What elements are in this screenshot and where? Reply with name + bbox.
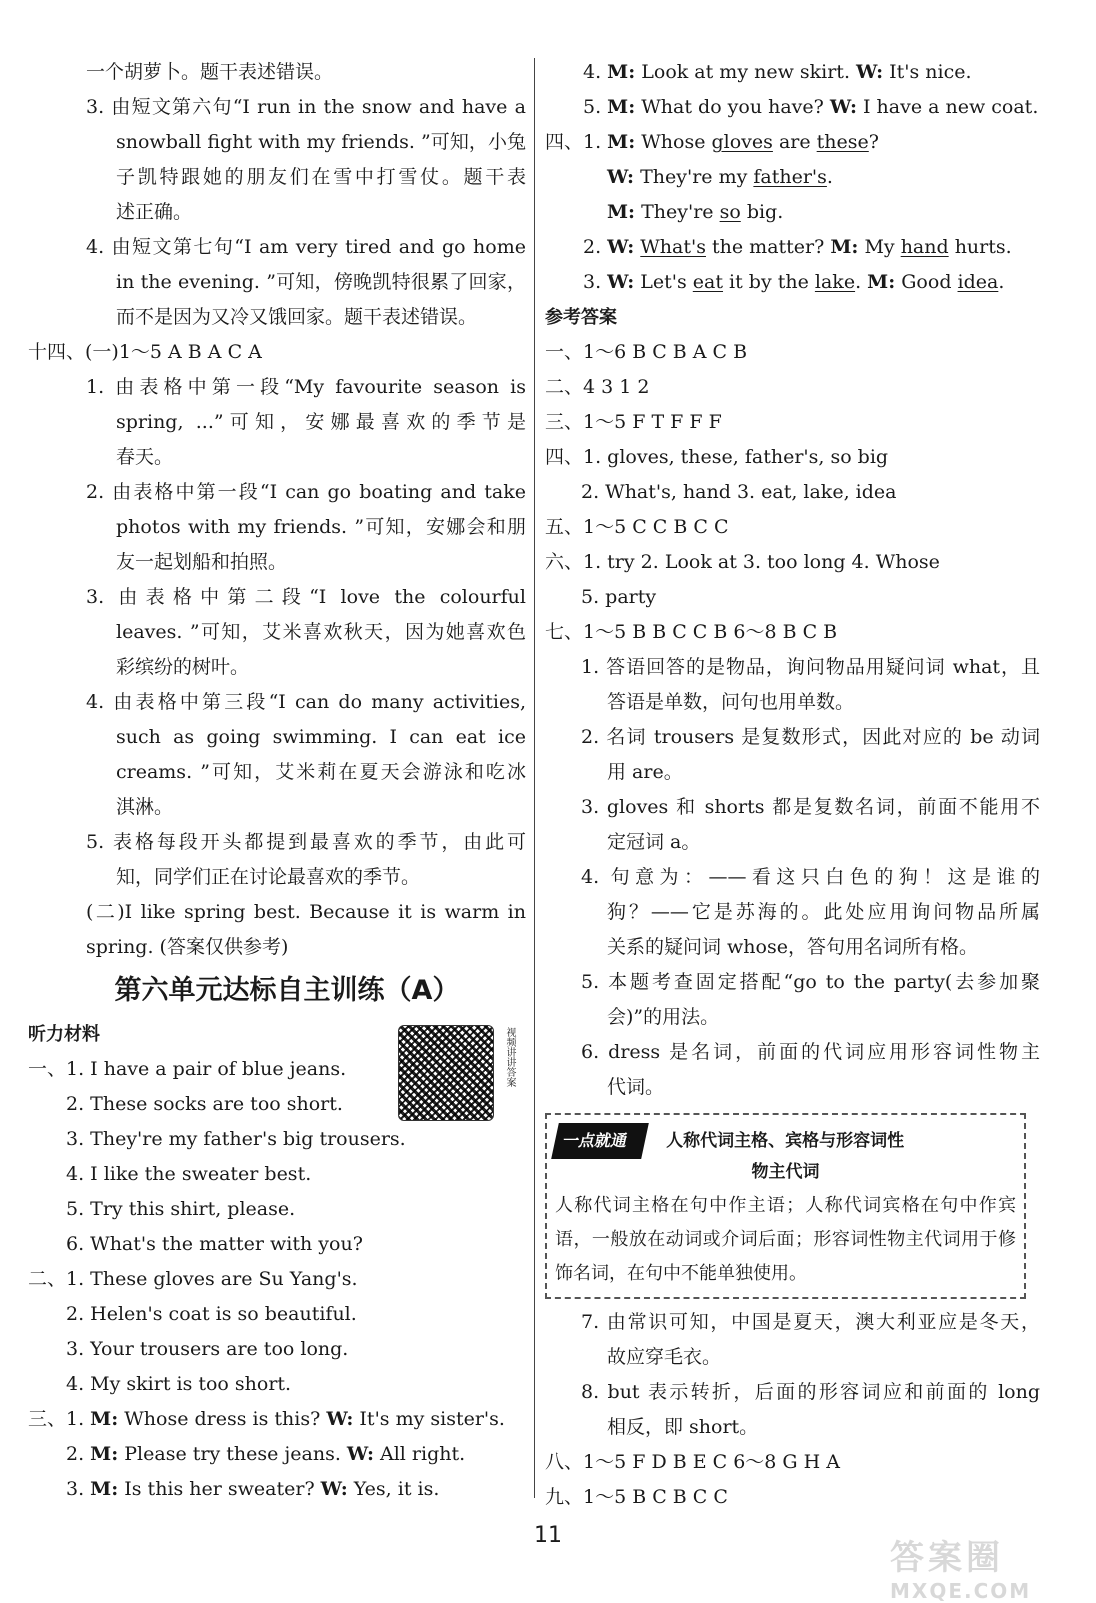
dialog-num: 2. bbox=[66, 1443, 91, 1465]
page-number: 11 bbox=[534, 1523, 562, 1548]
text-line: 4. 由表格中第三段“I can do many activities, bbox=[86, 691, 526, 713]
explanation-line: 故应穿毛衣。 bbox=[607, 1346, 722, 1368]
speaker-m: M: bbox=[607, 96, 636, 118]
dialog-text: It's my sister's. bbox=[353, 1408, 505, 1430]
answer-line: 五、1～5 C C B C C bbox=[545, 516, 729, 538]
unit-title: 第六单元达标自主训练（A） bbox=[114, 975, 460, 1006]
dialog-text: Is this her sweater? bbox=[118, 1478, 321, 1500]
listening-line: 6. What's the matter with you? bbox=[66, 1233, 363, 1255]
tip-body: 人称代词主格在句中作主语；人称代词宾格在句中作宾语，一般放在动词或介词后面；形容词性物主代词用于修饰名词，在句中不能单独使用。 bbox=[555, 1195, 1016, 1284]
dialog-num: 4. bbox=[583, 61, 608, 83]
text-line: 4. 由短文第七句“I am very tired and go home bbox=[86, 236, 526, 258]
underlined-word: these bbox=[816, 131, 869, 153]
dialog-text: ? bbox=[868, 131, 879, 153]
dialog-text: Good bbox=[895, 271, 958, 293]
speaker-m: M: bbox=[607, 131, 636, 153]
dialog-text: . bbox=[855, 271, 868, 293]
text-line: such as going swimming. I can eat ice bbox=[116, 726, 526, 748]
explanation-line: 定冠词 a。 bbox=[607, 831, 701, 853]
listening-line: 一、1. I have a pair of blue jeans. bbox=[28, 1058, 347, 1080]
underlined-word: lake bbox=[814, 271, 856, 293]
text-line: 彩缤纷的树叶。 bbox=[116, 656, 250, 678]
dialog-text: the matter? bbox=[705, 236, 831, 258]
qr-code-image[interactable] bbox=[398, 1025, 494, 1121]
underlined-word: so bbox=[719, 201, 741, 223]
text-line: 1. 由表格中第一段“My favourite season is bbox=[86, 376, 526, 398]
dialog-num: 5. bbox=[583, 96, 608, 118]
left-column bbox=[28, 55, 526, 1507]
text-line: 友一起划船和拍照。 bbox=[116, 551, 288, 573]
speaker-m: M: bbox=[90, 1408, 119, 1430]
dialog-text: big. bbox=[740, 201, 784, 223]
explanation-line: 代词。 bbox=[607, 1076, 665, 1098]
tip-badge: 一点就通 bbox=[551, 1123, 649, 1159]
speaker-m: M: bbox=[607, 201, 636, 223]
explanation-line: 5. 本题考查固定搭配“go to the party(去参加聚 bbox=[581, 971, 1040, 993]
explanation-line: 2. 名词 trousers 是复数形式，因此对应的 be 动词 bbox=[581, 726, 1040, 748]
explanation-line: 相反，即 short。 bbox=[607, 1416, 759, 1438]
speaker-w: W: bbox=[607, 236, 635, 258]
dialog-line bbox=[545, 160, 1040, 195]
underlined-word: eat bbox=[692, 271, 724, 293]
explanation-line: 答语是单数，问句也用单数。 bbox=[607, 691, 855, 713]
column-divider bbox=[534, 58, 535, 1498]
tip-title: 人称代词主格、宾格与形容词性 bbox=[666, 1131, 905, 1151]
listening-line: 2. These socks are too short. bbox=[66, 1093, 343, 1115]
text-line: 3. 由短文第六句“I run in the snow and have a bbox=[86, 96, 526, 118]
text-line: spring, ...”可知，安娜最喜欢的季节是 bbox=[116, 411, 526, 433]
dialog-num: 三、1. bbox=[28, 1408, 91, 1430]
answer-line: 九、1～5 B C B C C bbox=[545, 1486, 728, 1508]
text-line: 春天。 bbox=[116, 446, 174, 468]
section-answer: 十四、(一)1～5 A B A C A bbox=[28, 341, 262, 363]
qr-label: 视频讲讲答案 bbox=[504, 1027, 515, 1087]
explanation-line: 狗？——它是苏海的。此处应用询问物品所属 bbox=[607, 901, 1040, 923]
text-line: 知，同学们正在讨论最喜欢的季节。 bbox=[116, 866, 421, 888]
answer-line: 三、1～5 F T F F F bbox=[545, 411, 722, 433]
explanation-line: 用 are。 bbox=[607, 761, 683, 783]
dialog-text: It's nice. bbox=[883, 61, 972, 83]
qr-code[interactable] bbox=[398, 1025, 516, 1121]
speaker-m: M: bbox=[607, 61, 636, 83]
explanation-line: 3. gloves 和 shorts 都是复数名词，前面不能用不 bbox=[581, 796, 1040, 818]
answer-line: 七、1～5 B B C C B 6～8 B C B bbox=[545, 621, 838, 643]
answer-line: 二、4 3 1 2 bbox=[545, 376, 650, 398]
underlined-word: gloves bbox=[711, 131, 773, 153]
dialog-num: 四、1. bbox=[545, 131, 608, 153]
dialog-line bbox=[545, 265, 1040, 300]
speaker-m: M: bbox=[90, 1478, 119, 1500]
speaker-m: M: bbox=[867, 271, 896, 293]
listening-line: 3. Your trousers are too long. bbox=[66, 1338, 349, 1360]
dialog-text: Whose dress is this? bbox=[118, 1408, 327, 1430]
dialog-text: They're my bbox=[634, 166, 754, 188]
explanation-line: 6. dress 是名词，前面的代词应用形容词性物主 bbox=[581, 1041, 1040, 1063]
listening-heading: 听力材料 bbox=[28, 1024, 100, 1045]
text-line: 而不是因为又冷又饿回家。题干表述错误。 bbox=[116, 306, 478, 328]
explanation-line: 4. 句意为：——看这只白色的狗！这是谁的 bbox=[581, 866, 1040, 888]
dialog-line bbox=[545, 90, 1040, 125]
dialog-text: All right. bbox=[373, 1443, 466, 1465]
answer-line: 八、1～5 F D B E C 6～8 G H A bbox=[545, 1451, 840, 1473]
text-line: creams. ”可知，艾米莉在夏天会游泳和吃冰 bbox=[116, 761, 526, 783]
dialog-text: Let's bbox=[634, 271, 693, 293]
dialog-text: Please try these jeans. bbox=[118, 1443, 347, 1465]
listening-line: 5. Try this shirt, please. bbox=[66, 1198, 296, 1220]
dialog-text: Look at my new skirt. bbox=[635, 61, 857, 83]
text-line: leaves. ”可知，艾米喜欢秋天，因为她喜欢色 bbox=[116, 621, 526, 643]
dialog-text: . bbox=[998, 271, 1005, 293]
underlined-word: idea bbox=[957, 271, 999, 293]
listening-line: 2. Helen's coat is so beautiful. bbox=[66, 1303, 357, 1325]
speaker-w: W: bbox=[856, 61, 884, 83]
right-column bbox=[545, 55, 1040, 1515]
explanation-line: 8. but 表示转折，后面的形容词应和前面的 long bbox=[581, 1381, 1040, 1403]
tip-title-continued: 物主代词 bbox=[751, 1162, 820, 1182]
speaker-m: M: bbox=[830, 236, 859, 258]
dialog-text: . bbox=[826, 166, 833, 188]
tip-box bbox=[545, 1113, 1026, 1299]
underlined-word: hand bbox=[900, 236, 949, 258]
dialog-num: 3. bbox=[66, 1478, 91, 1500]
watermark-top: 答案圈 bbox=[890, 1538, 1004, 1578]
dialog-text: I have a new coat. bbox=[856, 96, 1039, 118]
speaker-m: M: bbox=[90, 1443, 119, 1465]
dialog-line bbox=[545, 230, 1040, 265]
text-line: spring. (答案仅供参考) bbox=[86, 936, 289, 958]
dialog-line bbox=[545, 195, 1040, 230]
answer-line: 一、1～6 B C B A C B bbox=[545, 341, 748, 363]
underlined-word: What's bbox=[640, 236, 706, 258]
text-line: 子凯特跟她的朋友们在雪中打雪仗。题干表 bbox=[116, 166, 526, 188]
answer-line: 四、1. gloves, these, father's, so big bbox=[545, 446, 889, 468]
speaker-w: W: bbox=[346, 1443, 374, 1465]
answer-line: 5. party bbox=[581, 586, 657, 608]
text-line: 3. 由表格中第二段“I love the colourful bbox=[86, 586, 526, 608]
underlined-word: father's bbox=[753, 166, 827, 188]
dialog-line bbox=[28, 1402, 526, 1437]
listening-line: 4. I like the sweater best. bbox=[66, 1163, 312, 1185]
text-line: in the evening. ”可知，傍晚凯特很累了回家， bbox=[116, 271, 526, 293]
speaker-w: W: bbox=[607, 271, 635, 293]
dialog-text: They're bbox=[635, 201, 720, 223]
dialog-line bbox=[545, 125, 1040, 160]
watermark bbox=[890, 1530, 1090, 1603]
dialog-text: Whose bbox=[635, 131, 712, 153]
text-line: (二)I like spring best. Because it is warm in bbox=[86, 901, 526, 923]
dialog-num: 2. bbox=[583, 236, 608, 258]
dialog-text: Yes, it is. bbox=[347, 1478, 440, 1500]
dialog-text: are bbox=[772, 131, 817, 153]
speaker-w: W: bbox=[326, 1408, 354, 1430]
dialog-text: it by the bbox=[723, 271, 815, 293]
text-line: photos with my friends. ”可知，安娜会和朋 bbox=[116, 516, 526, 538]
dialog-line bbox=[28, 1472, 526, 1507]
text-line: 述正确。 bbox=[116, 201, 193, 223]
text-line: 2. 由表格中第一段“I can go boating and take bbox=[86, 481, 526, 503]
answer-line: 六、1. try 2. Look at 3. too long 4. Whose bbox=[545, 551, 940, 573]
explanation-line: 1. 答语回答的是物品，询问物品用疑问词 what，且 bbox=[581, 656, 1040, 678]
text-line: 一个胡萝卜。题干表述错误。 bbox=[86, 61, 334, 83]
answer-line: 2. What's, hand 3. eat, lake, idea bbox=[581, 481, 897, 503]
text-line: 5. 表格每段开头都提到最喜欢的季节，由此可 bbox=[86, 831, 526, 853]
listening-line: 二、1. These gloves are Su Yang's. bbox=[28, 1268, 358, 1290]
dialog-text: What do you have? bbox=[635, 96, 830, 118]
listening-line: 3. They're my father's big trousers. bbox=[66, 1128, 406, 1150]
dialog-num: 3. bbox=[583, 271, 608, 293]
dialog-line bbox=[545, 55, 1040, 90]
text-line: 淇淋。 bbox=[116, 796, 174, 818]
listening-line: 4. My skirt is too short. bbox=[66, 1373, 292, 1395]
text-line: snowball fight with my friends. ”可知，小兔 bbox=[116, 131, 526, 153]
watermark-bottom: MXQE.COM bbox=[890, 1579, 1032, 1603]
explanation-line: 会)”的用法。 bbox=[607, 1006, 720, 1028]
speaker-w: W: bbox=[320, 1478, 348, 1500]
dialog-text: My bbox=[858, 236, 901, 258]
explanation-line: 关系的疑问词 whose，答句用名词所有格。 bbox=[607, 936, 978, 958]
answers-heading: 参考答案 bbox=[545, 307, 617, 328]
speaker-w: W: bbox=[829, 96, 857, 118]
speaker-w: W: bbox=[607, 166, 635, 188]
dialog-text: hurts. bbox=[948, 236, 1012, 258]
explanation-line: 7. 由常识可知，中国是夏天，澳大利亚应是冬天， bbox=[581, 1311, 1040, 1333]
dialog-line bbox=[28, 1437, 526, 1472]
